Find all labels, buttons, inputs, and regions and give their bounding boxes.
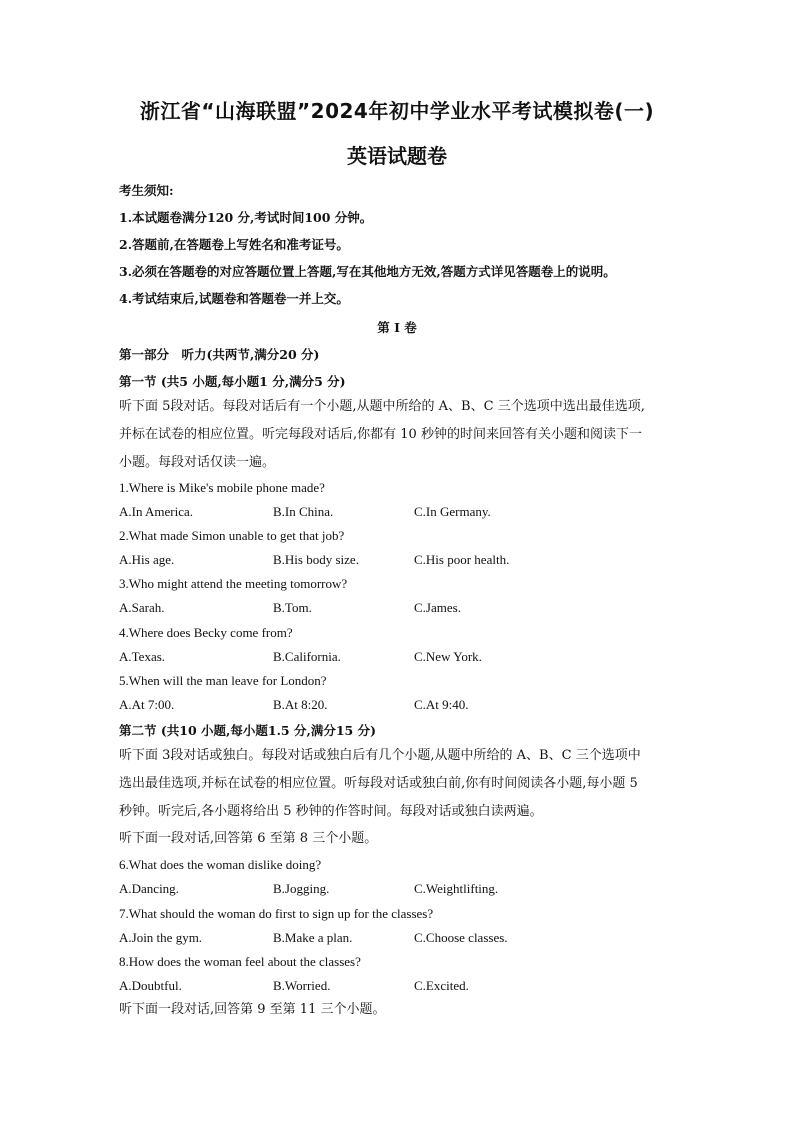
option-c: C.In Germany.: [414, 504, 491, 519]
instruction-line: 听下面 3段对话或独白。每段对话或独白后有几个小题,从题中所给的 A、B、C 三个选项中: [119, 748, 641, 763]
option-c: C.New York.: [414, 649, 482, 664]
option-a: A.Sarah.: [119, 600, 165, 615]
option-b: B.California.: [273, 649, 341, 664]
option-c: C.Excited.: [414, 978, 469, 993]
question: 2.What made Simon unable to get that job?: [119, 528, 345, 543]
option-b: B.At 8:20.: [273, 697, 328, 712]
volume-label: 第 I 卷: [377, 320, 417, 335]
part-heading: 第一部分 听力(共两节,满分20 分): [119, 347, 320, 362]
notice-item: 2.答题前,在答题卷上写姓名和准考证号。: [119, 237, 349, 252]
option-b: B.Tom.: [273, 600, 312, 615]
question: 6.What does the woman dislike doing?: [119, 857, 322, 872]
option-b: B.In China.: [273, 504, 334, 519]
question: 8.How does the woman feel about the classes?: [119, 954, 361, 969]
sub-instruction: 听下面一段对话,回答第 9 至第 11 三个小题。: [119, 1002, 386, 1017]
instruction-line: 秒钟。听完后,各小题将给出 5 秒钟的作答时间。每段对话或独白读两遍。: [119, 804, 543, 819]
question: 1.Where is Mike's mobile phone made?: [119, 480, 325, 495]
sub-instruction: 听下面一段对话,回答第 6 至第 8 三个小题。: [119, 831, 378, 846]
option-b: B.Jogging.: [273, 881, 330, 896]
option-b: B.Make a plan.: [273, 930, 353, 945]
notice-item: 1.本试题卷满分120 分,考试时间100 分钟。: [119, 210, 373, 225]
option-c: C.Weightlifting.: [414, 881, 499, 896]
exam-title: 浙江省“山海联盟”2024年初中学业水平考试模拟卷(一): [139, 99, 655, 123]
notice-item: 3.必须在答题卷的对应答题位置上答题,写在其他地方无效,答题方式详见答题卷上的说明。: [119, 264, 616, 279]
option-c: C.Choose classes.: [414, 930, 508, 945]
question: 7.What should the woman do first to sign up for the classes?: [119, 906, 434, 921]
option-a: A.At 7:00.: [119, 697, 175, 712]
question: 3.Who might attend the meeting tomorrow?: [119, 576, 348, 591]
instruction-line: 并标在试卷的相应位置。听完每段对话后,你都有 10 秒钟的时间来回答有关小题和阅读下一: [119, 427, 642, 442]
section-heading: 第二节 (共10 小题,每小题1.5 分,满分15 分): [119, 723, 376, 738]
option-a: A.Texas.: [119, 649, 166, 664]
exam-subtitle: 英语试题卷: [347, 144, 447, 168]
section-heading: 第一节 (共5 小题,每小题1 分,满分5 分): [119, 374, 346, 389]
option-b: B.Worried.: [273, 978, 331, 993]
instruction-line: 小题。每段对话仅读一遍。: [119, 455, 276, 470]
option-a: A.In America.: [119, 504, 194, 519]
option-c: C.At 9:40.: [414, 697, 469, 712]
option-c: C.James.: [414, 600, 461, 615]
notice-heading: 考生须知:: [119, 183, 174, 198]
option-a: A.Doubtful.: [119, 978, 182, 993]
question: 5.When will the man leave for London?: [119, 673, 327, 688]
option-a: A.Dancing.: [119, 881, 179, 896]
question: 4.Where does Becky come from?: [119, 625, 293, 640]
notice-item: 4.考试结束后,试题卷和答题卷一并上交。: [119, 291, 349, 306]
option-c: C.His poor health.: [414, 552, 510, 567]
option-a: A.Join the gym.: [119, 930, 203, 945]
option-a: A.His age.: [119, 552, 175, 567]
option-b: B.His body size.: [273, 552, 359, 567]
instruction-line: 选出最佳选项,并标在试卷的相应位置。听每段对话或独白前,你有时间阅读各小题,每小题 5: [119, 776, 638, 791]
instruction-line: 听下面 5段对话。每段对话后有一个小题,从题中所给的 A、B、C 三个选项中选出最佳选项,: [119, 399, 645, 414]
